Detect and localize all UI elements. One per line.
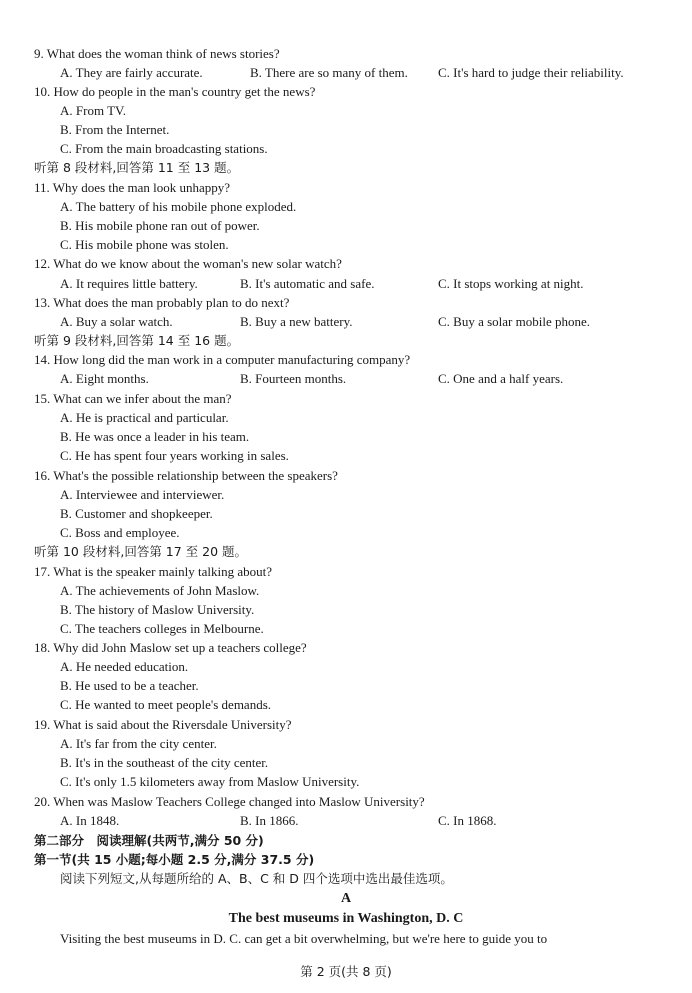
- question-20-option-b: B. In 1866.: [240, 813, 299, 828]
- section-9-instruction: 听第 9 段材料,回答第 14 至 16 题。: [34, 333, 240, 348]
- question-19-stem: 19. What is said about the Riversdale University?: [34, 717, 292, 732]
- question-13-option-b: B. Buy a new battery.: [240, 314, 353, 329]
- section-10-instruction: 听第 10 段材料,回答第 17 至 20 题。: [34, 544, 248, 559]
- question-14-option-b: B. Fourteen months.: [240, 371, 347, 386]
- question-9-option-c: C. It's hard to judge their reliability.: [438, 65, 624, 80]
- section-1-heading: 第一节(共 15 小题;每小题 2.5 分,满分 37.5 分): [34, 852, 315, 867]
- question-14-stem: 14. How long did the man work in a computer manufacturing company?: [34, 352, 411, 367]
- question-11-option-c: C. His mobile phone was stolen.: [60, 237, 229, 252]
- question-20-stem: 20. When was Maslow Teachers College changed into Maslow University?: [34, 794, 425, 809]
- question-19-option-a: A. It's far from the city center.: [60, 736, 217, 751]
- question-14-option-c: C. One and a half years.: [438, 371, 564, 386]
- question-12-option-c: C. It stops working at night.: [438, 276, 584, 291]
- question-17-stem: 17. What is the speaker mainly talking about?: [34, 564, 273, 579]
- part-2-heading: 第二部分 阅读理解(共两节,满分 50 分): [34, 833, 264, 848]
- question-16-option-c: C. Boss and employee.: [60, 525, 180, 540]
- question-18-option-a: A. He needed education.: [60, 659, 189, 674]
- question-20-option-c: C. In 1868.: [438, 813, 497, 828]
- question-13-option-c: C. Buy a solar mobile phone.: [438, 314, 591, 329]
- question-19-option-b: B. It's in the southeast of the city center.: [60, 755, 269, 770]
- question-19-option-c: C. It's only 1.5 kilometers away from Maslow University.: [60, 774, 360, 789]
- question-10-option-b: B. From the Internet.: [60, 122, 170, 137]
- question-14-option-a: A. Eight months.: [60, 371, 149, 386]
- question-16-option-a: A. Interviewee and interviewer.: [60, 487, 225, 502]
- question-10-stem: 10. How do people in the man's country get the news?: [34, 84, 316, 99]
- passage-letter: A: [340, 891, 352, 906]
- question-18-option-b: B. He used to be a teacher.: [60, 678, 199, 693]
- question-15-option-c: C. He has spent four years working in sales.: [60, 448, 289, 463]
- question-15-option-a: A. He is practical and particular.: [60, 410, 229, 425]
- question-12-option-a: A. It requires little battery.: [60, 276, 198, 291]
- question-16-stem: 16. What's the possible relationship between the speakers?: [34, 468, 338, 483]
- section-8-instruction: 听第 8 段材料,回答第 11 至 13 题。: [34, 160, 240, 175]
- question-15-stem: 15. What can we infer about the man?: [34, 391, 232, 406]
- question-17-option-b: B. The history of Maslow University.: [60, 602, 255, 617]
- question-17-option-c: C. The teachers colleges in Melbourne.: [60, 621, 264, 636]
- question-12-option-b: B. It's automatic and safe.: [240, 276, 375, 291]
- question-9-option-b: B. There are so many of them.: [250, 65, 408, 80]
- question-9-option-a: A. They are fairly accurate.: [60, 65, 203, 80]
- question-18-stem: 18. Why did John Maslow set up a teachers college?: [34, 640, 307, 655]
- question-9-stem: 9. What does the woman think of news stories?: [34, 46, 280, 61]
- reading-instruction: 阅读下列短文,从每题所给的 A、B、C 和 D 四个选项中选出最佳选项。: [60, 871, 453, 886]
- page-footer: 第 2 页(共 8 页): [300, 964, 392, 979]
- question-15-option-b: B. He was once a leader in his team.: [60, 429, 250, 444]
- question-11-option-b: B. His mobile phone ran out of power.: [60, 218, 260, 233]
- question-12-stem: 12. What do we know about the woman's new solar watch?: [34, 256, 342, 271]
- question-10-option-c: C. From the main broadcasting stations.: [60, 141, 268, 156]
- passage-first-line: Visiting the best museums in D. C. can get a bit overwhelming, but we're here to guide you to: [60, 931, 548, 946]
- question-16-option-b: B. Customer and shopkeeper.: [60, 506, 213, 521]
- question-13-option-a: A. Buy a solar watch.: [60, 314, 173, 329]
- question-10-option-a: A. From TV.: [60, 103, 126, 118]
- question-11-option-a: A. The battery of his mobile phone exploded.: [60, 199, 297, 214]
- question-18-option-c: C. He wanted to meet people's demands.: [60, 697, 272, 712]
- question-13-stem: 13. What does the man probably plan to do next?: [34, 295, 290, 310]
- question-17-option-a: A. The achievements of John Maslow.: [60, 583, 260, 598]
- passage-title: The best museums in Washington, D. C: [228, 911, 464, 926]
- question-11-stem: 11. Why does the man look unhappy?: [34, 180, 231, 195]
- question-20-option-a: A. In 1848.: [60, 813, 120, 828]
